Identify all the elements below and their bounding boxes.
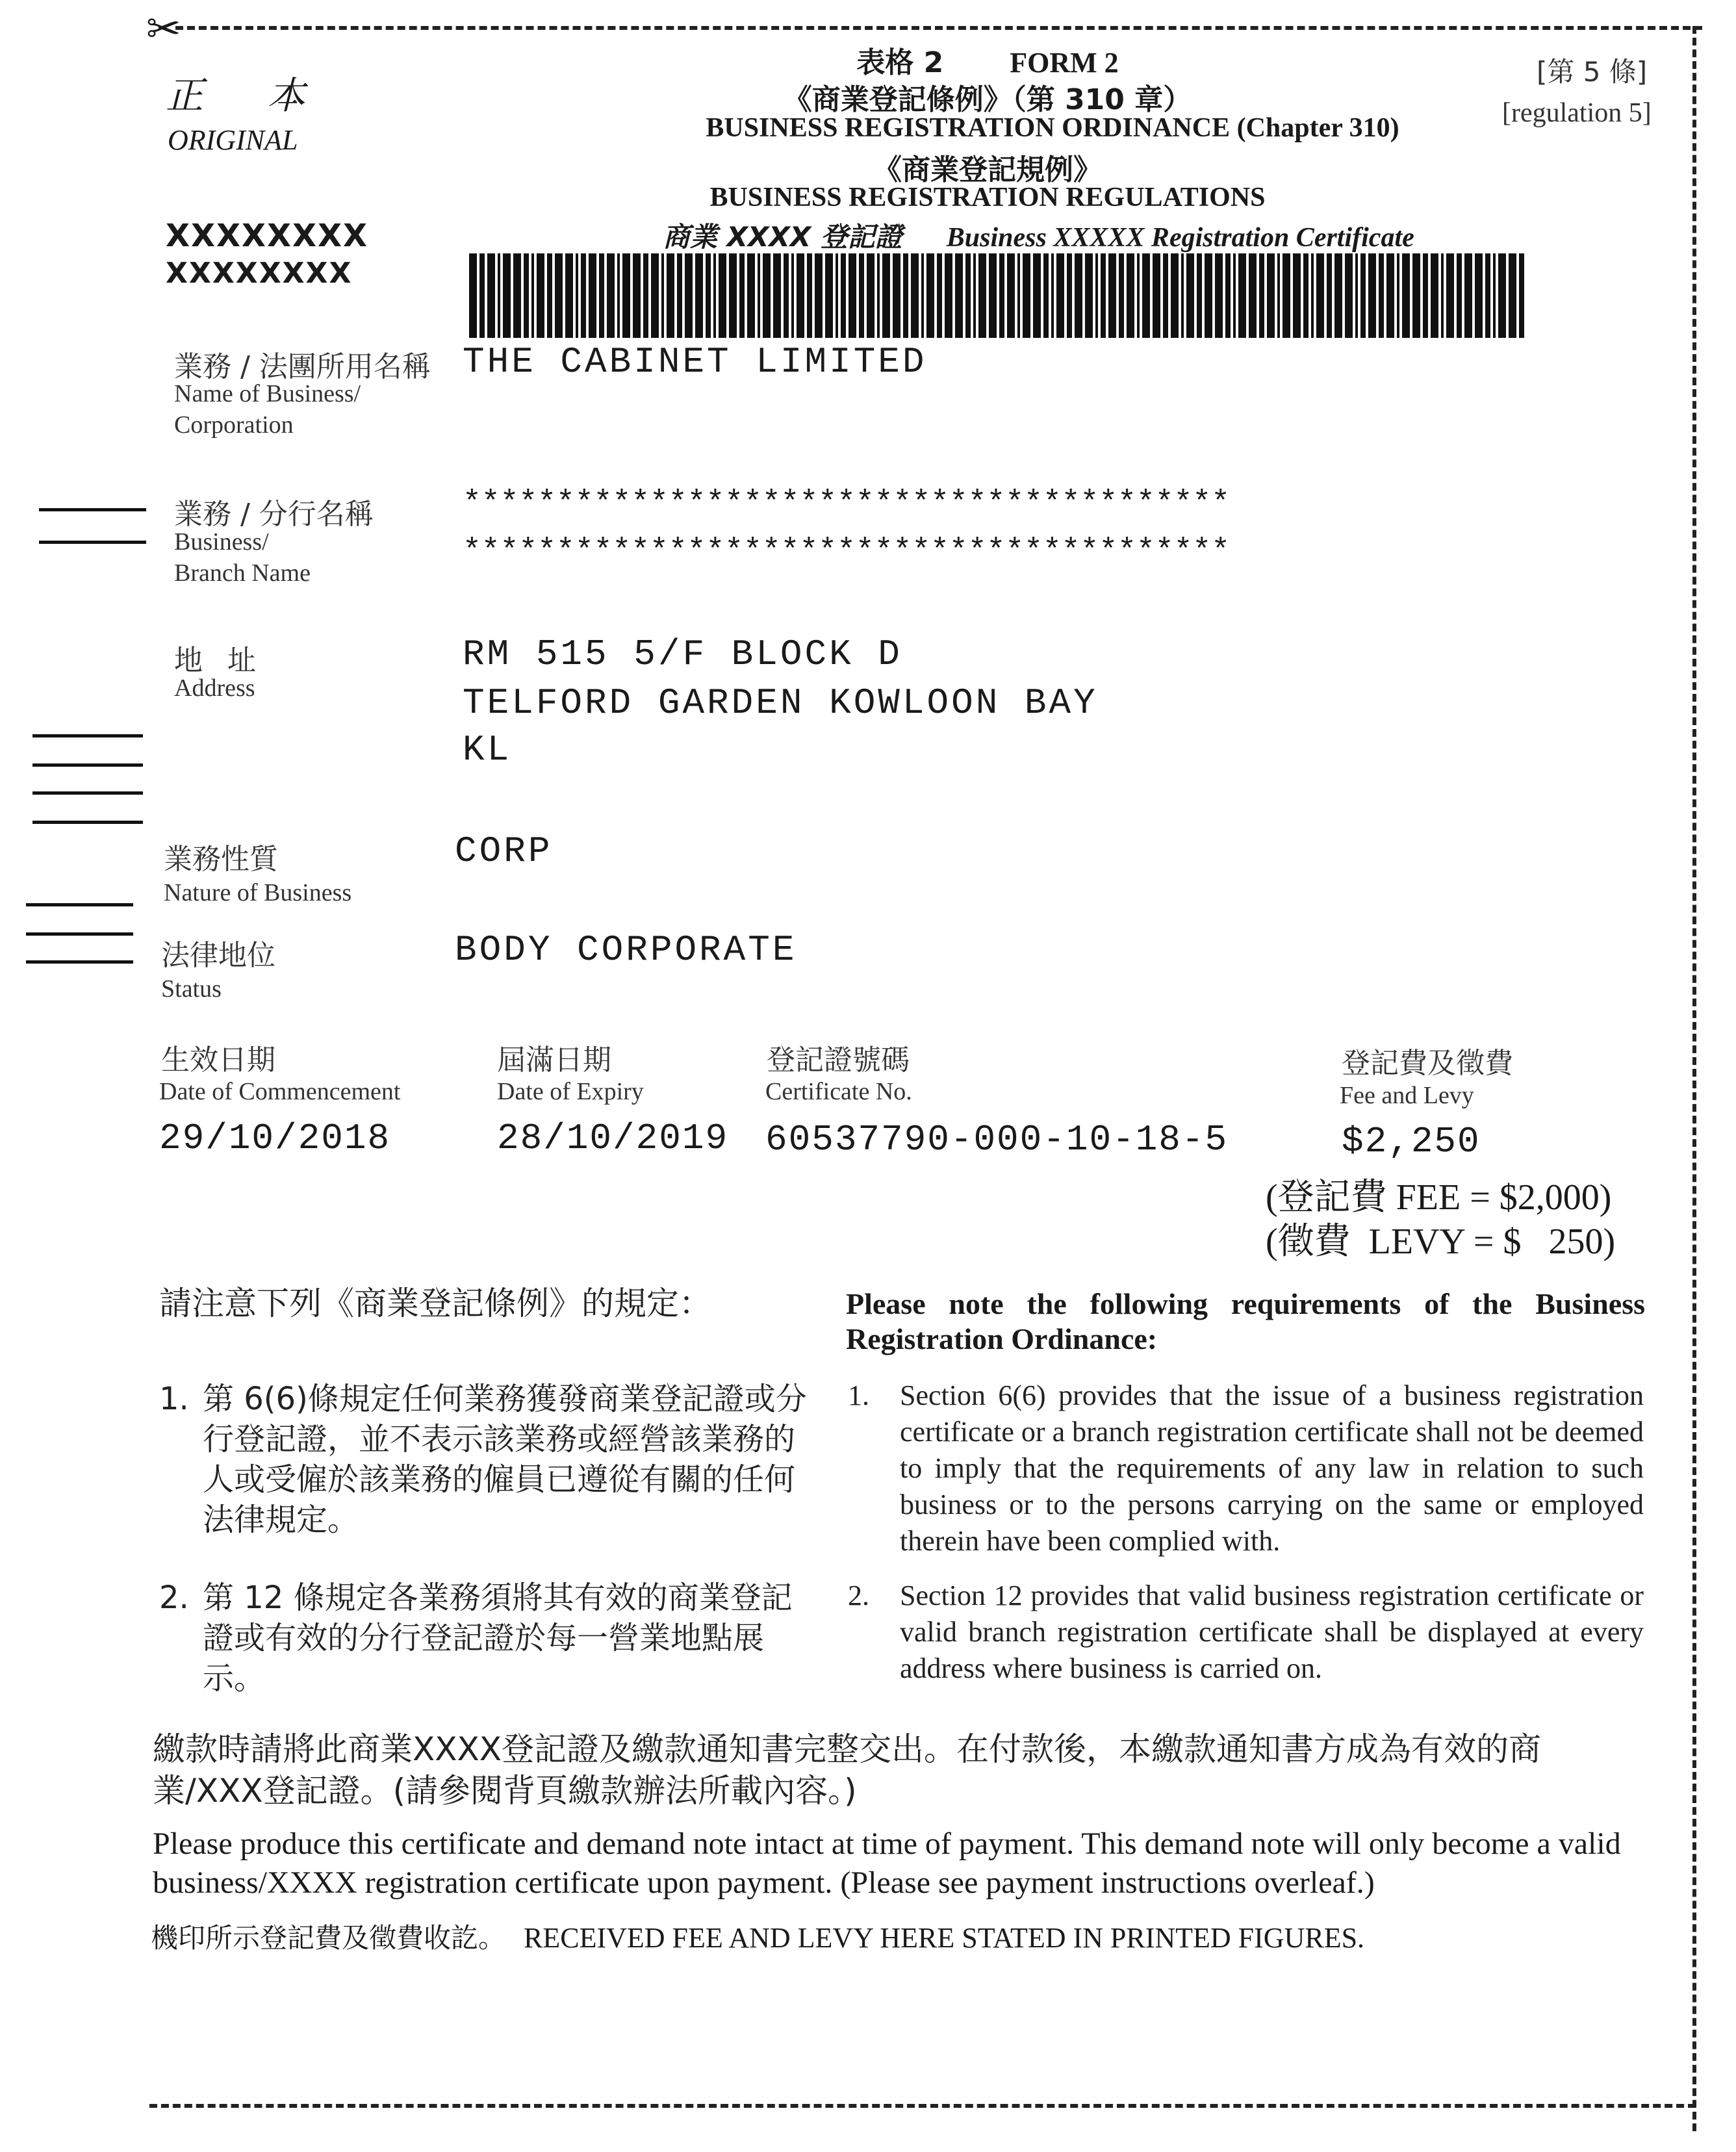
barcode-bar bbox=[1441, 253, 1444, 338]
barcode-bar bbox=[599, 253, 604, 338]
barcode-bar bbox=[677, 253, 682, 338]
barcode-bar bbox=[989, 253, 997, 338]
barcode-bar bbox=[661, 253, 664, 338]
barcode-bar bbox=[524, 253, 529, 338]
barcode-bar bbox=[999, 253, 1004, 338]
form-title-en: FORM 2 bbox=[1010, 47, 1119, 79]
form-title bbox=[663, 39, 1312, 81]
received-zh: 機印所示登記費及徵費收訖。 bbox=[151, 1922, 506, 1954]
branch-label-zh: 業務 / 分行名稱 bbox=[174, 498, 374, 531]
barcode-bar bbox=[815, 253, 823, 338]
note-1-en: Section 6(6) provides that the issue of a business registration certificate or a branch registration certificate shall not be deemed to imply that the requirements of any law in relation to such business or to the persons carrying on the same or employed therein have been complied with. bbox=[900, 1379, 1644, 1557]
barcode-bar bbox=[784, 253, 789, 338]
barcode-bar bbox=[589, 253, 596, 338]
status-label-en: Status bbox=[161, 975, 222, 1003]
note-2-zh: 第 12 條規定各業務須將其有效的商業登記證或有效的分行登記證於每一營業地點展示。 bbox=[203, 1580, 793, 1697]
barcode-bar bbox=[581, 253, 586, 338]
levy-breakdown: (徵費 LEVY = $ 250) bbox=[1266, 1222, 1616, 1262]
barcode-bar bbox=[1127, 253, 1134, 338]
address-line-2: TELFORD GARDEN KOWLOON BAY bbox=[463, 682, 1098, 724]
barcode-bar bbox=[1519, 253, 1524, 338]
barcode-bar bbox=[1205, 253, 1212, 338]
barcode-bar bbox=[825, 253, 833, 338]
barcode-bar bbox=[1293, 253, 1301, 338]
barcode-bar bbox=[685, 253, 693, 338]
barcode-bar bbox=[1457, 253, 1462, 338]
barcode-bar bbox=[955, 253, 963, 338]
barcode-bar bbox=[1311, 253, 1314, 338]
barcode-bar bbox=[1464, 253, 1472, 338]
payment-notice-en: Please produce this certificate and demand note intact at time of payment. This demand note will only become a valid business/XXXX registration certificate upon payment. (Please see payment instructions overleaf.) bbox=[153, 1826, 1621, 1900]
branch-name-line-2: ***************************************** bbox=[463, 534, 1230, 569]
barcode-bar bbox=[537, 253, 544, 338]
note-1-zh: 第 6(6)條規定任何業務獲發商業登記證或分行登記證，並不表示該業務或經營該業務的人或受僱於該業務的僱員已遵從有關的任何法律規定。 bbox=[203, 1381, 807, 1538]
status-label-zh: 法律地位 bbox=[161, 939, 275, 972]
original-label-zh: 正 本 bbox=[166, 73, 331, 118]
barcode-bar bbox=[1137, 253, 1140, 338]
barcode-bar bbox=[1171, 253, 1179, 338]
barcode-bar bbox=[763, 253, 771, 338]
certificate-no-value: 60537790-000-10-18-5 bbox=[765, 1119, 1229, 1160]
barcode-bar bbox=[1360, 253, 1366, 338]
section-ref-zh: [第 5 條] bbox=[1537, 56, 1648, 88]
barcode-bar bbox=[513, 253, 521, 338]
barcode-bar bbox=[1303, 253, 1308, 338]
barcode-bar bbox=[1043, 253, 1049, 338]
barcode-bar bbox=[797, 253, 804, 338]
barcode-bar bbox=[1509, 253, 1516, 338]
barcode-bar bbox=[1334, 253, 1342, 338]
barcode-bar bbox=[1368, 253, 1376, 338]
cut-line-right bbox=[1692, 26, 1696, 2131]
barcode-bar bbox=[849, 253, 856, 338]
barcode-bar bbox=[643, 253, 648, 338]
address-line-1: RM 515 5/F BLOCK D bbox=[463, 634, 902, 675]
barcode-bar bbox=[859, 253, 864, 338]
commencement-label-en: Date of Commencement bbox=[159, 1078, 401, 1105]
barcode-bar bbox=[1215, 253, 1223, 338]
barcode-bar bbox=[1163, 253, 1168, 338]
received-stamp bbox=[151, 1917, 1364, 1956]
cut-line-top bbox=[175, 26, 1702, 30]
form-title-zh: 表格 2 bbox=[856, 46, 944, 79]
barcode-bar bbox=[565, 253, 573, 338]
barcode-bar bbox=[695, 253, 703, 338]
barcode-bar bbox=[1412, 253, 1420, 338]
barcode-bar bbox=[1108, 253, 1116, 338]
barcode-bar bbox=[1397, 253, 1399, 338]
expiry-label-en: Date of Expiry bbox=[497, 1078, 644, 1105]
barcode-bar bbox=[903, 253, 908, 338]
notes-heading-zh: 請注意下列《商業登記條例》的規定： bbox=[159, 1285, 711, 1322]
barcode-bar bbox=[719, 253, 726, 338]
barcode-bar bbox=[1249, 253, 1257, 338]
barcode-bar bbox=[1493, 253, 1496, 338]
barcode-bar bbox=[1277, 253, 1280, 338]
barcode-bar bbox=[926, 253, 934, 338]
fee-breakdown: (登記費 FEE = $2,000) bbox=[1266, 1177, 1612, 1218]
barcode-bar bbox=[882, 253, 890, 338]
name-label-zh: 業務 / 法團所用名稱 bbox=[174, 350, 431, 383]
barcode-bar bbox=[1431, 253, 1438, 338]
barcode-bar bbox=[841, 253, 846, 338]
barcode-bar bbox=[531, 253, 534, 338]
address-line-3: KL bbox=[463, 729, 512, 771]
notes-heading-en: Please note the following requirements of the Business Registration Ordinance: bbox=[846, 1287, 1645, 1355]
barcode-bar bbox=[758, 253, 760, 338]
regulations-title-en: BUSINESS REGISTRATION REGULATIONS bbox=[709, 183, 1266, 212]
certificate-title-en: Business XXXXX Registration Certificate bbox=[946, 223, 1414, 253]
barcode-bar bbox=[617, 253, 620, 338]
barcode-bar bbox=[1023, 253, 1030, 338]
barcode-bar bbox=[978, 253, 986, 338]
certificate-no-label-zh: 登記證號碼 bbox=[767, 1044, 910, 1077]
barcode-bar bbox=[1186, 253, 1194, 338]
cut-line-bottom bbox=[149, 2104, 1696, 2108]
nature-label-zh: 業務性質 bbox=[164, 843, 278, 876]
barcode-bar bbox=[1225, 253, 1231, 338]
address-label-zh: 地 址 bbox=[174, 644, 264, 677]
barcode-bar bbox=[1056, 253, 1064, 338]
received-en: RECEIVED FEE AND LEVY HERE STATED IN PRINTED FIGURES. bbox=[524, 1922, 1365, 1954]
barcode-bar bbox=[469, 253, 477, 338]
barcode-bar bbox=[1446, 253, 1454, 338]
address-label-en: Address bbox=[174, 674, 255, 702]
original-label-en: ORIGINAL bbox=[168, 124, 298, 156]
commencement-label-zh: 生效日期 bbox=[161, 1044, 275, 1077]
barcode-bar bbox=[893, 253, 900, 338]
barcode-bar bbox=[965, 253, 971, 338]
barcode-bar bbox=[973, 253, 976, 338]
barcode-bar bbox=[773, 253, 781, 338]
ordinance-title-zh: 《商業登記條例》（第 310 章） bbox=[783, 83, 1192, 116]
barcode-bar bbox=[1033, 253, 1041, 338]
barcode-bar bbox=[1345, 253, 1353, 338]
certificate-title bbox=[663, 216, 1462, 255]
masked-text-2: XXXXXXXX bbox=[166, 257, 353, 290]
barcode-bar bbox=[1327, 253, 1332, 338]
barcode-bar bbox=[713, 253, 716, 338]
nature-label-en: Nature of Business bbox=[164, 879, 352, 906]
barcode-bar bbox=[1119, 253, 1124, 338]
branch-label-en: Business/ Branch Name bbox=[174, 528, 311, 587]
branch-name-line-1: ***************************************** bbox=[463, 486, 1230, 521]
fee-total-value: $2,250 bbox=[1342, 1121, 1481, 1162]
barcode-bar bbox=[651, 253, 659, 338]
barcode-bar bbox=[1067, 253, 1072, 338]
note-2-number-zh: 2. bbox=[159, 1580, 189, 1616]
barcode-bar bbox=[1386, 253, 1394, 338]
barcode-bar bbox=[791, 253, 794, 338]
barcode-bar bbox=[1101, 253, 1106, 338]
barcode-bar bbox=[479, 253, 485, 338]
commencement-value: 29/10/2018 bbox=[159, 1118, 391, 1159]
barcode-bar bbox=[945, 253, 952, 338]
barcode-bar bbox=[498, 253, 500, 338]
barcode-bar bbox=[1095, 253, 1098, 338]
barcode-bar bbox=[1085, 253, 1093, 338]
note-2-en: Section 12 provides that valid business registration certificate or valid branch registration certificate shall be displayed at every address where business is carried on. bbox=[900, 1580, 1644, 1684]
barcode-bar bbox=[1017, 253, 1020, 338]
barcode-bar bbox=[1181, 253, 1184, 338]
barcode-bar bbox=[1355, 253, 1358, 338]
barcode-bar bbox=[1197, 253, 1202, 338]
masked-text-1: XXXXXXXX bbox=[166, 218, 369, 254]
barcode-bar bbox=[487, 253, 495, 338]
ordinance-title-en: BUSINESS REGISTRATION ORDINANCE (Chapter 310) bbox=[706, 113, 1399, 143]
barcode-bar bbox=[739, 253, 745, 338]
business-name-value: THE CABINET LIMITED bbox=[463, 341, 927, 383]
note-1-number-en: 1. bbox=[848, 1379, 869, 1411]
barcode-bar bbox=[1051, 253, 1054, 338]
note-2-number-en: 2. bbox=[848, 1580, 869, 1611]
barcode-bar bbox=[1075, 253, 1082, 338]
barcode-bar bbox=[576, 253, 578, 338]
barcode-bar bbox=[1498, 253, 1506, 338]
status-value: BODY CORPORATE bbox=[455, 929, 797, 971]
note-1-number-zh: 1. bbox=[159, 1381, 189, 1417]
payment-notice-zh: 繳款時請將此商業XXXX登記證及繳款通知書完整交出。在付款後，本繳款通知書方成為有效的商業/XXX登記證。(請參閱背頁繳款辦法所載內容。) bbox=[153, 1730, 1542, 1810]
barcode-bar bbox=[667, 253, 674, 338]
barcode-bar bbox=[807, 253, 812, 338]
expiry-label-zh: 屆滿日期 bbox=[497, 1044, 611, 1077]
barcode-bar bbox=[921, 253, 924, 338]
barcode-bar bbox=[1283, 253, 1290, 338]
barcode-bar bbox=[1267, 253, 1275, 338]
barcode-bar bbox=[1402, 253, 1410, 338]
barcode-bar bbox=[622, 253, 630, 338]
barcode-bar bbox=[1259, 253, 1264, 338]
barcode-bar bbox=[555, 253, 563, 338]
barcode-bar bbox=[633, 253, 641, 338]
barcode-bar bbox=[1142, 253, 1150, 338]
barcode bbox=[469, 253, 1548, 338]
fee-label-en: Fee and Levy bbox=[1340, 1082, 1474, 1109]
section-ref-en: [regulation 5] bbox=[1502, 98, 1652, 128]
barcode-bar bbox=[547, 253, 552, 338]
certificate-title-zh: 商業 XXXX 登記證 bbox=[663, 221, 902, 253]
barcode-bar bbox=[1007, 253, 1015, 338]
barcode-bar bbox=[1238, 253, 1246, 338]
certificate-no-label-en: Certificate No. bbox=[765, 1078, 912, 1105]
barcode-bar bbox=[911, 253, 919, 338]
name-label-en: Name of Business/ Corporation bbox=[174, 380, 361, 439]
scissors-icon: ✂ bbox=[146, 5, 181, 53]
barcode-bar bbox=[867, 253, 874, 338]
barcode-bar bbox=[1423, 253, 1428, 338]
barcode-bar bbox=[729, 253, 737, 338]
barcode-bar bbox=[503, 253, 511, 338]
regulations-title-zh: 《商業登記規例》 bbox=[873, 153, 1102, 186]
barcode-bar bbox=[607, 253, 615, 338]
nature-value: CORP bbox=[455, 830, 553, 872]
barcode-bar bbox=[1475, 253, 1483, 338]
barcode-bar bbox=[877, 253, 880, 338]
barcode-bar bbox=[1233, 253, 1236, 338]
fee-label-zh: 登記費及徵費 bbox=[1342, 1047, 1513, 1080]
barcode-bar bbox=[1316, 253, 1324, 338]
barcode-bar bbox=[747, 253, 755, 338]
barcode-bar bbox=[937, 253, 942, 338]
barcode-bar bbox=[1485, 253, 1490, 338]
expiry-value: 28/10/2019 bbox=[497, 1118, 729, 1159]
barcode-bar bbox=[1153, 253, 1160, 338]
barcode-bar bbox=[1379, 253, 1384, 338]
barcode-bar bbox=[706, 253, 711, 338]
barcode-bar bbox=[836, 253, 838, 338]
